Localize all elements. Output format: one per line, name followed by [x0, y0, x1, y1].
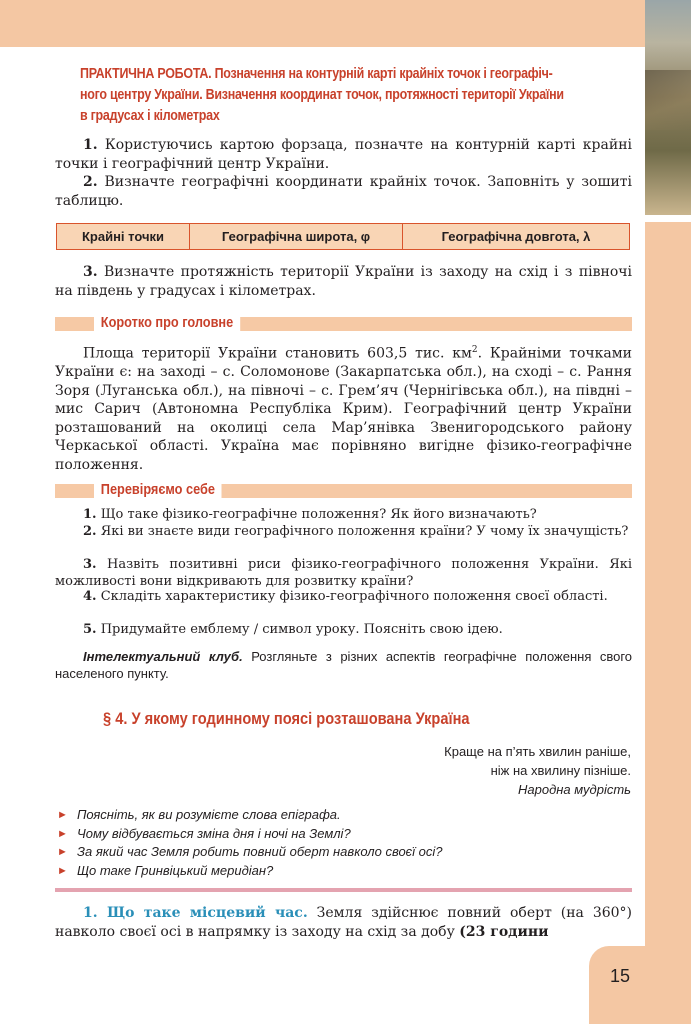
question-number: 2. [83, 524, 97, 539]
landscape-photo-strip [645, 0, 691, 215]
epigraph-line: Краще на п’ять хвилин раніше, [444, 744, 631, 759]
task-2 [55, 173, 632, 210]
practical-title-line: ного центру України. Визначення координат точок, протяжності території України [80, 87, 564, 103]
task-text: Користуючись картою форзаца, позначте на контурній карті крайні точки і географічний центр України. [55, 137, 632, 172]
triangle-bullet-icon: ► [57, 864, 68, 877]
question [55, 588, 632, 605]
task-3 [55, 263, 632, 300]
question-number: 4. [83, 589, 97, 604]
practical-title-line: ПРАКТИЧНА РОБОТА. Позначення на контурній карті крайніх точок і географіч- [80, 66, 553, 82]
question-text: Складіть характеристику фізико-географічного положення своєї області. [100, 589, 608, 604]
club-text: Розгляньте з різних аспектів географічне положення свого населеного пункту. [55, 649, 633, 681]
section-divider [55, 888, 632, 892]
triangle-bullet-icon: ► [57, 827, 68, 840]
table-header-cell: Географічна довгота, λ [403, 224, 630, 250]
summary-text-part: . Крайніми точками України є: на заході – с. Соломонове (Закарпатська обл.), на сході – с. Рання Зоря (Луганська обл.), на півночі – с. Грем’яч (Чернігівська обл.), на півдні – мис Сарич (Автономна Республіка Крим). Географічний центр України розташований на околиці села Мар’янівка Звенигородського району Черкаської області. Україна має порівняно вигідне фізико-географічне положення. [55, 345, 632, 473]
intellectual-club [55, 648, 632, 682]
question-text: Що таке фізико-географічне положення? Як його визначають? [100, 507, 537, 522]
local-time-bold: (23 години [459, 923, 549, 940]
task-number: 2. [83, 174, 98, 190]
question [55, 523, 632, 540]
list-item-text: Поясніть, як ви розумієте слова епіграфа. [77, 807, 341, 822]
superscript: 2 [471, 345, 478, 355]
page-number: 15 [610, 966, 631, 986]
warmup-questions [57, 806, 442, 880]
epigraph-source: Народна мудрість [518, 782, 631, 797]
top-decorative-band [0, 0, 645, 47]
epigraph-line: ніж на хвилину пізніше. [490, 763, 631, 778]
question-number: 5. [83, 622, 97, 637]
list-item [57, 862, 442, 881]
question [55, 506, 632, 523]
coordinates-table [56, 223, 630, 250]
list-item-text: Що таке Гринвіцький меридіан? [77, 862, 274, 878]
section-4-title: § 4. У якому годинному поясі розташована Україна [103, 709, 470, 728]
task-1 [55, 136, 632, 173]
summary-text [55, 341, 632, 474]
question-text: Назвіть позитивні риси фізико-географічного положення України. Які можливості вони відкривають для розвитку країни? [55, 557, 632, 589]
side-decorative-band [645, 222, 691, 1024]
check-heading: Перевіряємо себе [94, 481, 222, 498]
summary-heading: Коротко про головне [94, 314, 240, 331]
task-number: 1. [83, 137, 98, 153]
summary-text-part: Площа території України становить 603,5 тис. км [83, 345, 472, 362]
list-item-text: За який час Земля робить повний оберт навколо своєї осі? [77, 844, 443, 859]
question-text: Які ви знаєте види географічного положення країни? У чому їх значущість? [100, 524, 629, 539]
question [55, 556, 632, 590]
local-time-text: Земля здійснює повний оберт (на 360°) навколо своєї осі в напрямку із заходу на схід за добу [55, 905, 633, 940]
question [55, 621, 632, 638]
table-header-cell: Географічна широта, φ [190, 224, 403, 250]
practical-work-title [80, 64, 630, 127]
question-number: 1. [83, 507, 97, 522]
list-item [57, 843, 442, 862]
triangle-bullet-icon: ► [57, 846, 68, 858]
task-text: Визначте географічні координати крайніх точок. Заповніть у зошиті таблицю. [55, 174, 633, 209]
question-text: Придумайте емблему / символ уроку. Поясніть свою ідею. [100, 622, 503, 637]
task-text: Визначте протяжність території України із заходу на схід і з півночі на південь у градусах і кілометрах. [55, 264, 633, 299]
epigraph [331, 742, 631, 799]
question-number: 3. [83, 557, 97, 572]
club-label: Інтелектуальний клуб. [83, 649, 243, 664]
local-time-heading: 1. Що таке місцевий час. [83, 905, 308, 921]
list-item [57, 825, 442, 844]
triangle-bullet-icon: ► [57, 809, 68, 821]
table-header-row [57, 224, 630, 250]
list-item [57, 806, 442, 825]
practical-title-line: в градусах і кілометрах [80, 108, 220, 124]
page-number-tab [589, 946, 691, 1024]
list-item-text: Чому відбувається зміна дня і ночі на Землі? [77, 825, 351, 841]
local-time-paragraph [55, 904, 632, 941]
table-header-cell: Крайні точки [57, 224, 190, 250]
task-number: 3. [83, 264, 98, 280]
